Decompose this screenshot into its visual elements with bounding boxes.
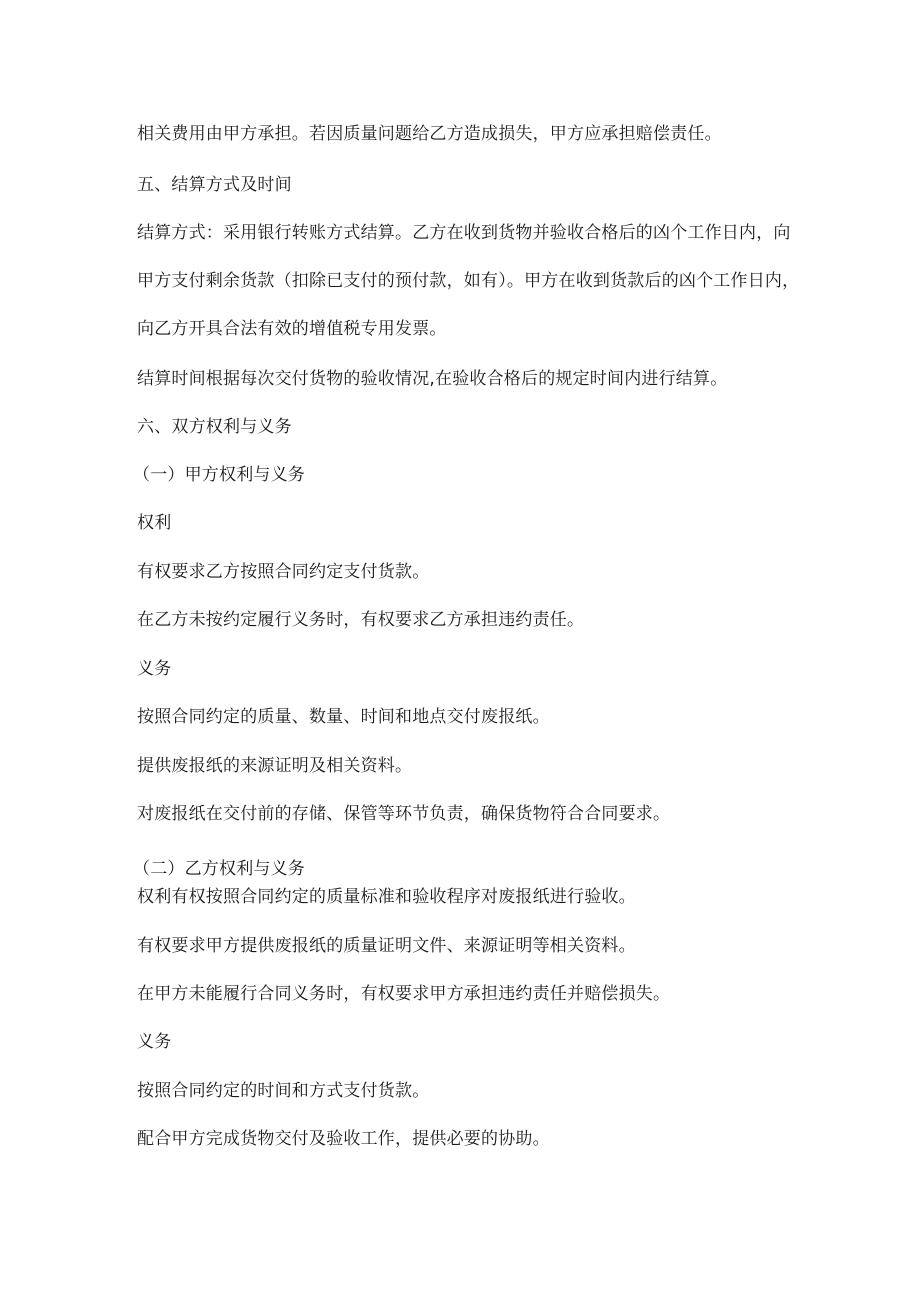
subsection-heading-party-b: （二）乙方权利与义务 [133,859,305,879]
paragraph-line: 在乙方未按约定履行义务时，有权要求乙方承担违约责任。 [137,610,585,630]
paragraph-line: 结算时间根据每次交付货物的验收情况,在验收合格后的规定时间内进行结算。 [137,369,728,389]
paragraph-line: 向乙方开具合法有效的增值税专用发票。 [137,319,447,339]
paragraph-line: 提供废报纸的来源证明及相关资料。 [137,756,413,776]
paragraph-line: 有权要求甲方提供废报纸的质量证明文件、来源证明等相关资料。 [137,936,636,956]
subsection-heading-party-a: （一）甲方权利与义务 [133,465,305,485]
paragraph-line: 相关费用由甲方承担。若因质量问题给乙方造成损失，甲方应承担赔偿责任。 [137,124,722,144]
paragraph-line: 按照合同约定的质量、数量、时间和地点交付废报纸。 [137,707,550,727]
paragraph-line: 配合甲方完成货物交付及验收工作，提供必要的协助。 [137,1129,550,1149]
paragraph-line: 结算方式：采用银行转账方式结算。乙方在收到货物并验收合格后的凶个工作日内，向 [137,223,791,243]
paragraph-line: 权利有权按照合同约定的质量标准和验收程序对废报纸进行验收。 [137,887,636,907]
paragraph-line: 按照合同约定的时间和方式支付货款。 [137,1081,430,1101]
label-obligations: 义务 [137,1032,172,1052]
section-heading-settlement: 五、结算方式及时间 [137,175,292,195]
paragraph-line: 在甲方未能履行合同义务时，有权要求甲方承担违约责任并赔偿损失。 [137,984,671,1004]
paragraph-line: 对废报纸在交付前的存储、保管等环节负责，确保货物符合合同要求。 [137,804,671,824]
paragraph-line: 有权要求乙方按照合同约定支付货款。 [137,562,430,582]
paragraph-line: 甲方支付剩余货款（扣除已支付的预付款，如有）。甲方在收到货款后的凶个工作日内， [137,271,800,291]
section-heading-rights: 六、双方权利与义务 [137,417,292,437]
label-rights: 权利 [137,513,172,533]
label-obligations: 义务 [137,659,172,679]
